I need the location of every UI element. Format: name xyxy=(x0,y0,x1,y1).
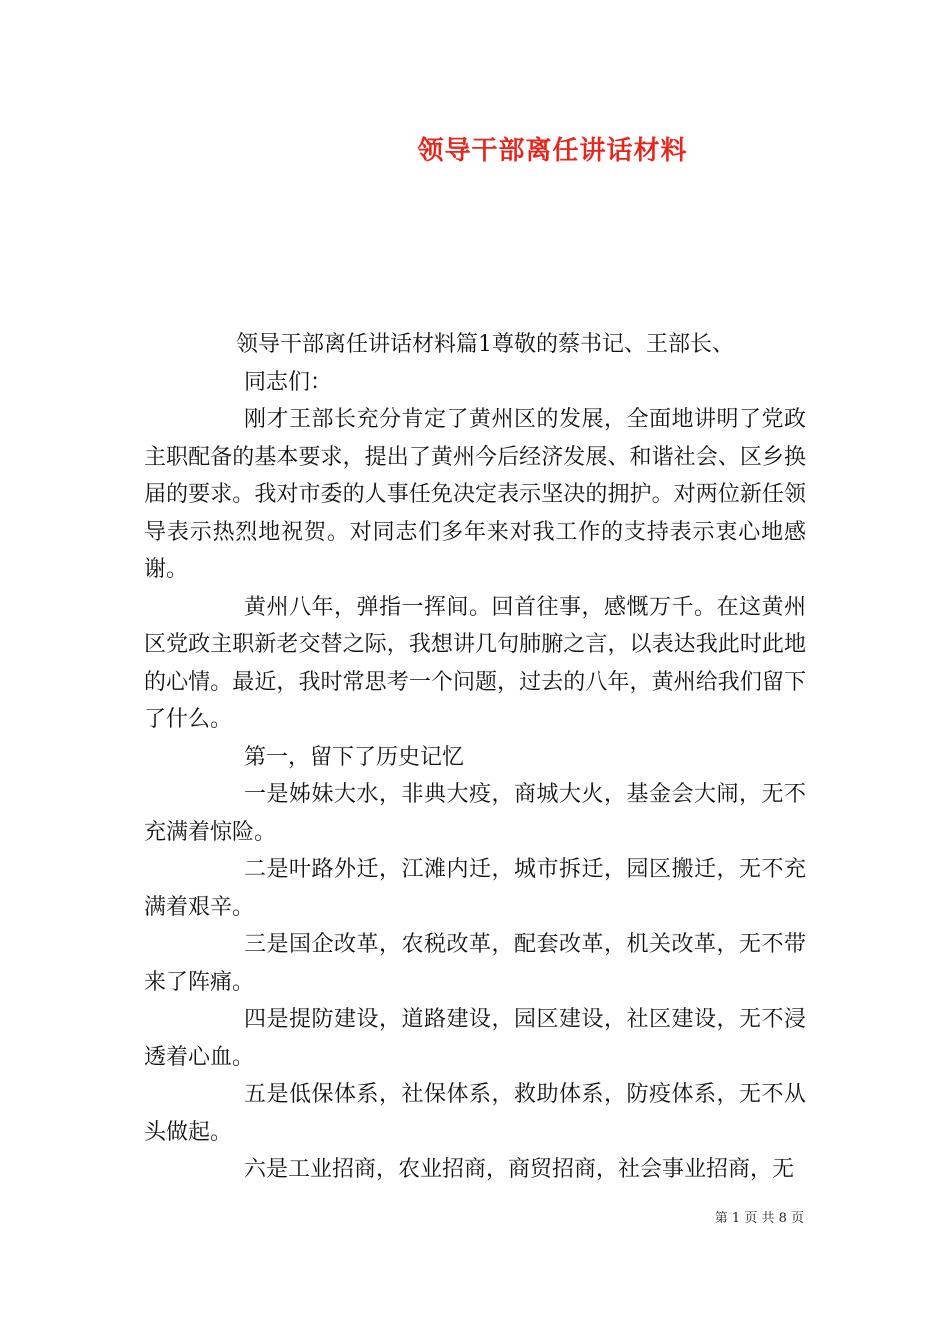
paragraph: 二是叶路外迁，江滩内迁，城市拆迁，园区搬迁，无不充满着艰辛。 xyxy=(144,857,806,920)
paragraph: 四是提防建设，道路建设，园区建设，社区建设，无不浸透着心血。 xyxy=(144,1007,806,1070)
paragraph: 六是工业招商，农业招商，商贸招商，社会事业招商，无 xyxy=(244,1157,795,1182)
section-heading: 第一，留下了历史记忆 xyxy=(244,744,465,770)
document-body xyxy=(144,326,806,1189)
paragraph: 黄州八年，弹指一挥间。回首往事，感慨万千。在这黄州区党政主职新老交替之际，我想讲几句肺腑之言，以表达我此时此地的心情。最近，我时常思考一个问题，过去的八年，黄州给我们留下了什么。 xyxy=(144,594,806,732)
paragraph: 刚才王部长充分肯定了黄州区的发展，全面地讲明了党政主职配备的基本要求，提出了黄州今后经济发展、和谐社会、区乡换届的要求。我对市委的人事任免决定表示坚决的拥护。对两位新任领导表示热烈地祝贺。对同志们多年来对我工作的支持表示衷心地感谢。 xyxy=(144,407,806,582)
paragraph-salutation: 同志们： xyxy=(244,369,333,395)
paragraph: 一是姊妹大水，非典大疫，商城大火，基金会大闹，无不充满着惊险。 xyxy=(144,782,806,845)
paragraph: 五是低保体系，社保体系，救助体系，防疫体系，无不从头做起。 xyxy=(144,1082,806,1145)
page-number-footer: 第 1 页 共 8 页 xyxy=(714,1211,804,1226)
paragraph-intro: 领导干部离任讲话材料篇1尊敬的蔡书记、王部长、 xyxy=(236,332,734,357)
document-title: 领导干部离任讲话材料 xyxy=(417,136,688,166)
paragraph: 三是国企改革，农税改革，配套改革，机关改革，无不带来了阵痛。 xyxy=(144,932,806,995)
